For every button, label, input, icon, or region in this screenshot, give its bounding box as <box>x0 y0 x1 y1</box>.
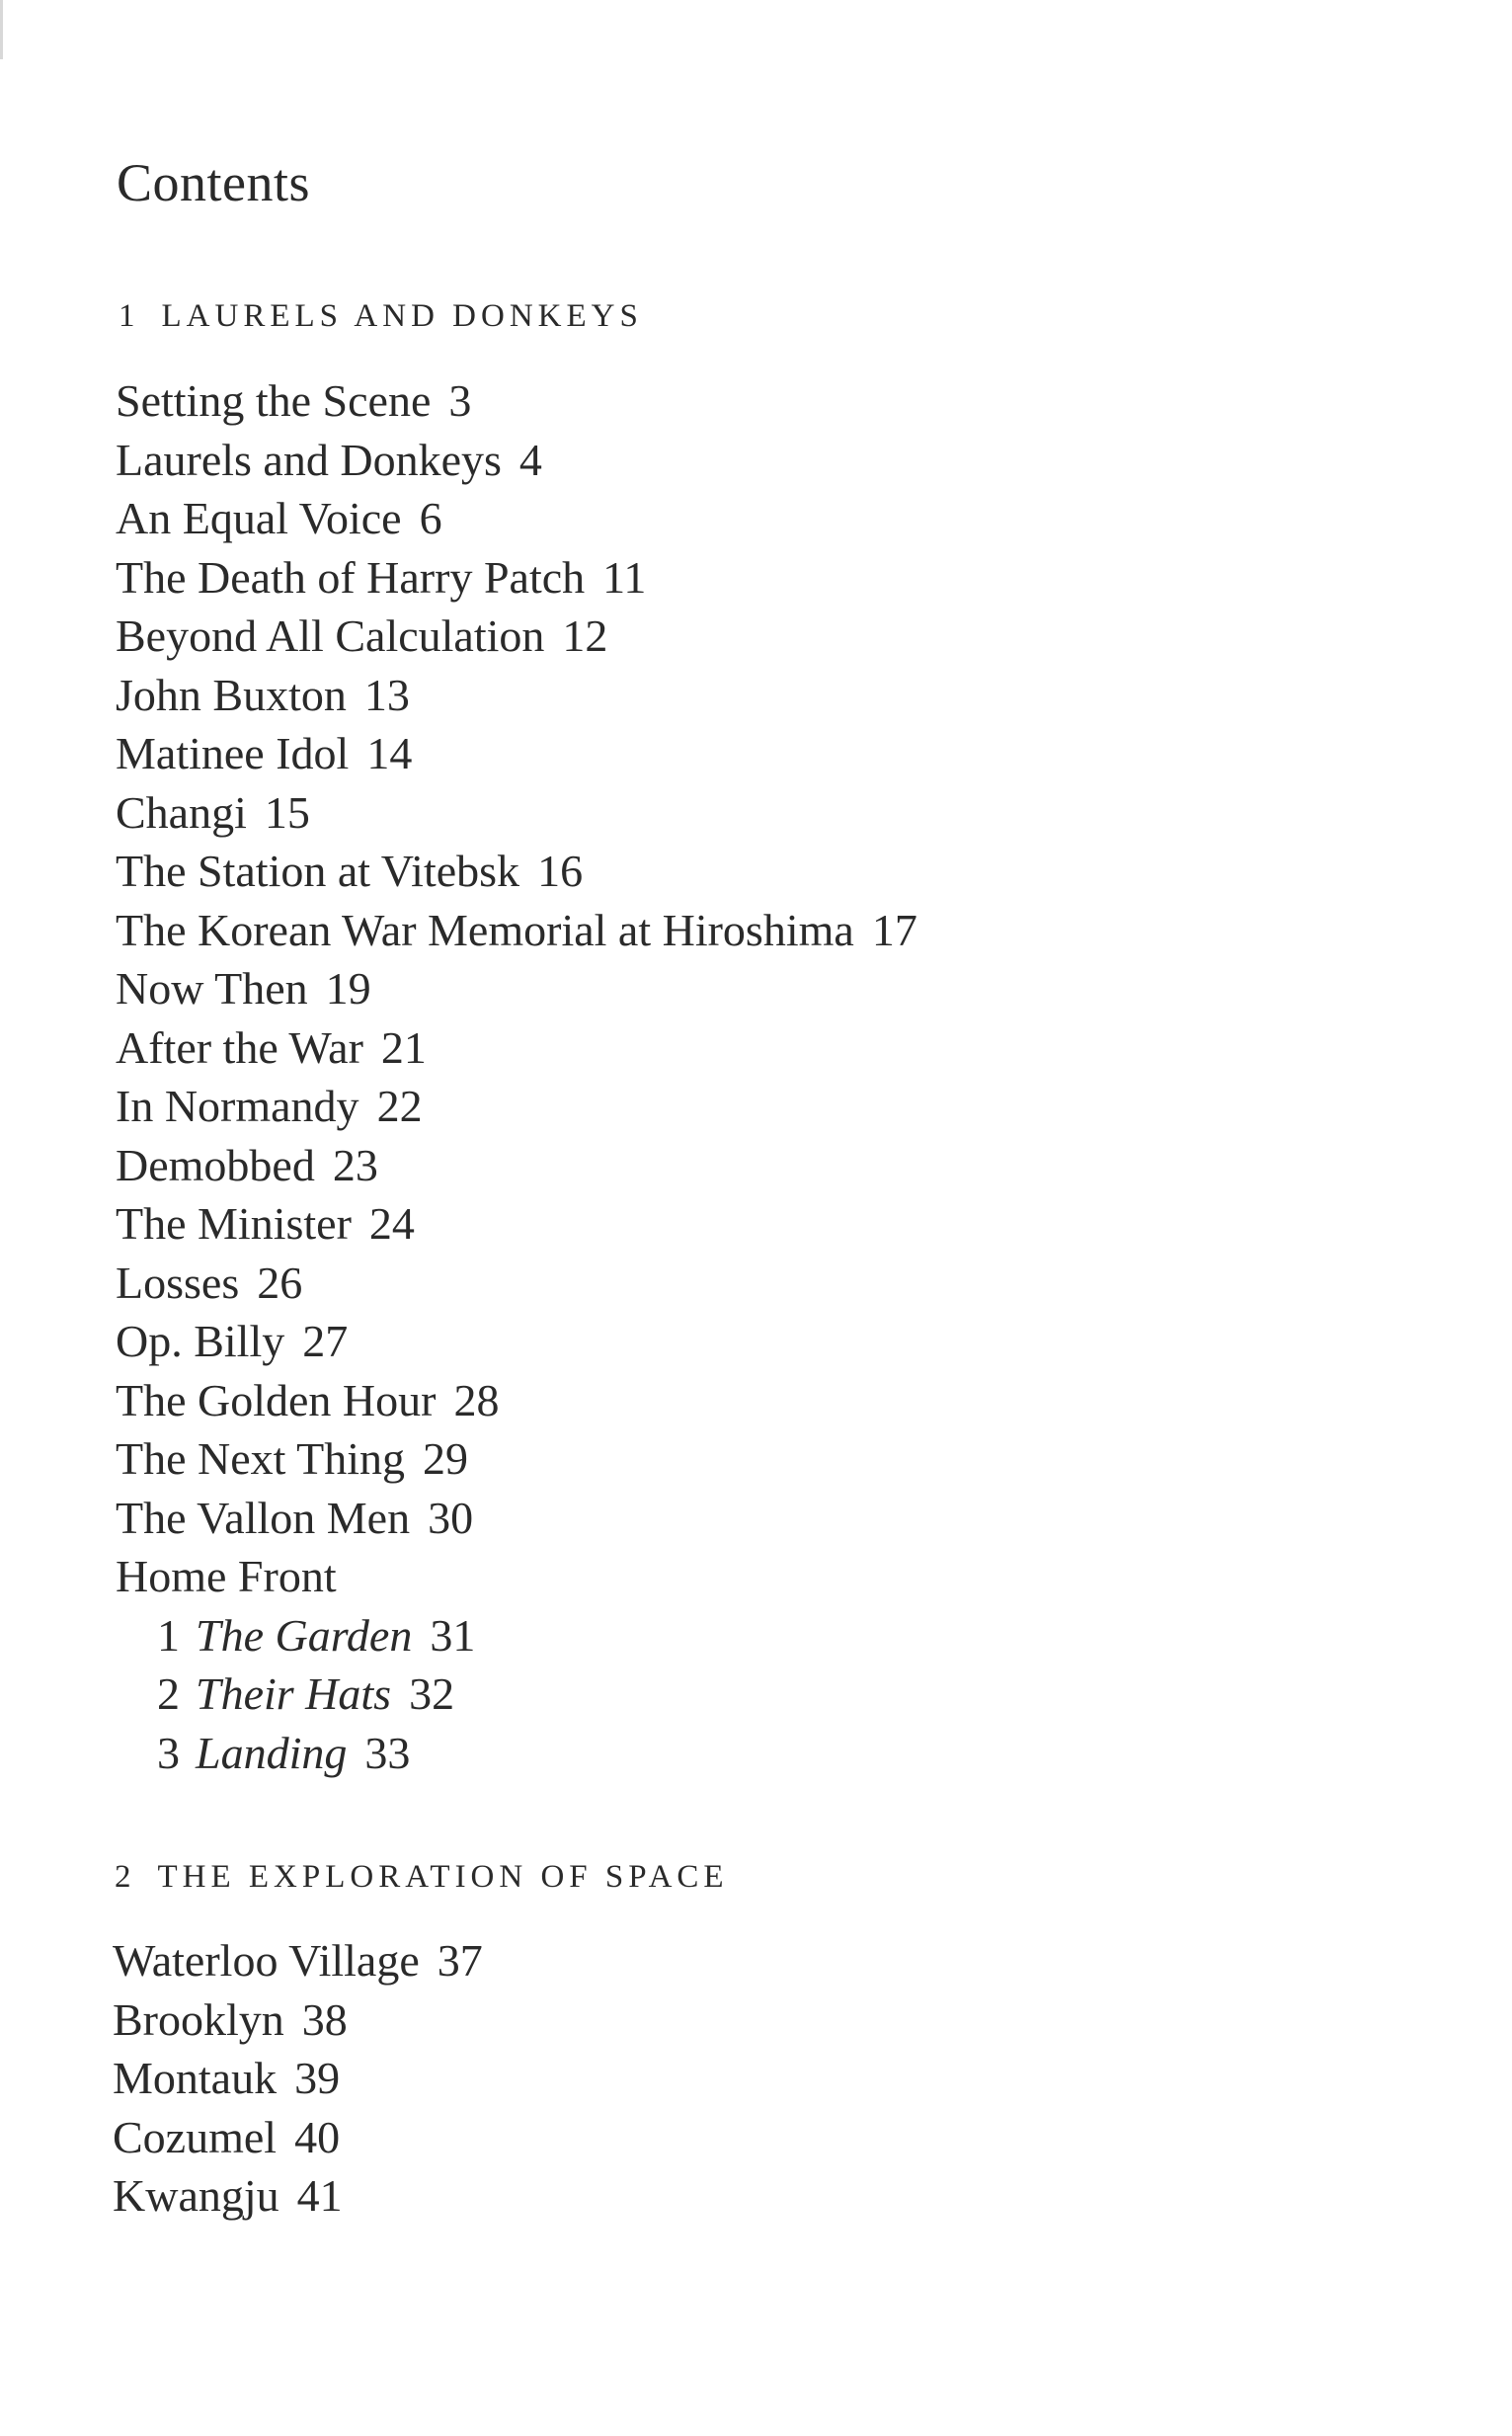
entry-page-number: 38 <box>301 1993 348 2045</box>
section-heading-1 <box>119 300 643 333</box>
toc-entry[interactable] <box>116 1018 917 1078</box>
toc-entry[interactable] <box>116 371 917 431</box>
entry-page-number: 4 <box>518 434 542 485</box>
entry-page-number: 12 <box>562 610 608 661</box>
subentry-number: 3 <box>157 1727 180 1778</box>
toc-entry[interactable] <box>113 2166 483 2226</box>
subentry-number: 1 <box>157 1609 180 1661</box>
page-title: Contents <box>117 153 311 212</box>
entry-title: Cozumel <box>113 2111 278 2162</box>
entry-title: Brooklyn <box>113 1993 284 2045</box>
section-title: LAURELS AND DONKEYS <box>161 298 643 334</box>
section-1-entry-list <box>116 371 917 1782</box>
toc-subentry[interactable] <box>116 1606 917 1665</box>
toc-subentry[interactable] <box>116 1665 917 1724</box>
toc-entry[interactable] <box>116 489 917 548</box>
toc-entry[interactable] <box>116 842 917 901</box>
toc-entry[interactable] <box>116 1136 917 1195</box>
entry-page-number: 15 <box>264 786 310 838</box>
entry-page-number: 31 <box>430 1609 476 1661</box>
entry-page-number: 22 <box>376 1081 423 1131</box>
entry-title: The Next Thing <box>116 1433 405 1484</box>
entry-page-number: 16 <box>537 846 584 896</box>
entry-title: Beyond All Calculation <box>116 610 545 661</box>
section-number: 1 <box>119 298 140 334</box>
toc-subentry[interactable] <box>116 1724 917 1783</box>
entry-page-number: 41 <box>296 2170 343 2221</box>
entry-title: The Death of Harry Patch <box>116 551 586 603</box>
entry-page-number: 19 <box>325 963 371 1014</box>
entry-title: An Equal Voice <box>116 493 402 543</box>
entry-title: Laurels and Donkeys <box>116 434 502 485</box>
entry-title: After the War <box>116 1021 363 1073</box>
entry-title: In Normandy <box>116 1081 359 1131</box>
entry-page-number: 33 <box>364 1727 411 1778</box>
entry-page-number: 24 <box>368 1198 415 1249</box>
entry-title: Op. Billy <box>116 1316 285 1366</box>
entry-title: Demobbed <box>116 1139 315 1190</box>
toc-entry[interactable] <box>116 1371 917 1430</box>
subentry-title: Landing <box>196 1727 348 1778</box>
entry-page-number: 29 <box>422 1433 468 1484</box>
toc-entry[interactable] <box>116 548 917 608</box>
entry-title: The Golden Hour <box>116 1374 437 1425</box>
entry-title: John Buxton <box>116 669 347 720</box>
toc-entry[interactable] <box>116 1194 917 1254</box>
entry-title: Matinee Idol <box>116 728 350 778</box>
section-number: 2 <box>115 1859 136 1895</box>
toc-entry[interactable] <box>116 1312 917 1371</box>
toc-entry[interactable] <box>113 1931 483 1990</box>
entry-page-number: 11 <box>602 551 647 603</box>
entry-page-number: 6 <box>419 493 442 543</box>
entry-title: The Minister <box>116 1198 352 1249</box>
toc-entry[interactable] <box>116 959 917 1018</box>
entry-page-number: 3 <box>448 375 472 426</box>
toc-entry[interactable] <box>116 783 917 843</box>
toc-entry[interactable] <box>116 607 917 666</box>
toc-entry[interactable] <box>116 1489 917 1548</box>
entry-title: Losses <box>116 1257 240 1308</box>
toc-entry-group <box>116 1547 917 1606</box>
entry-title: Kwangju <box>113 2170 279 2221</box>
entry-page-number: 32 <box>409 1668 455 1719</box>
entry-page-number: 39 <box>294 2053 341 2103</box>
toc-entry[interactable] <box>116 1254 917 1313</box>
entry-title: Home Front <box>116 1551 337 1601</box>
entry-title: Setting the Scene <box>116 375 432 426</box>
subentry-title: The Garden <box>196 1609 413 1661</box>
entry-title: Changi <box>116 786 247 838</box>
section-title: THE EXPLORATION OF SPACE <box>157 1859 729 1895</box>
toc-entry[interactable] <box>116 901 917 960</box>
entry-page-number: 27 <box>302 1316 349 1366</box>
subentry-title: Their Hats <box>196 1668 392 1719</box>
toc-entry[interactable] <box>116 1429 917 1489</box>
entry-title: Now Then <box>116 963 308 1014</box>
entry-page-number: 17 <box>871 904 917 955</box>
entry-page-number: 30 <box>428 1492 474 1543</box>
entry-title: The Vallon Men <box>116 1492 411 1543</box>
toc-entry[interactable] <box>113 2049 483 2108</box>
entry-title: The Korean War Memorial at Hiroshima <box>116 904 854 955</box>
section-heading-2 <box>115 1861 729 1894</box>
toc-entry[interactable] <box>116 1077 917 1136</box>
entry-page-number: 28 <box>453 1374 500 1425</box>
section-2-entry-list <box>113 1931 483 2226</box>
toc-entry[interactable] <box>113 1990 483 2050</box>
entry-page-number: 21 <box>380 1021 427 1073</box>
entry-page-number: 26 <box>257 1257 303 1308</box>
toc-entry[interactable] <box>113 2108 483 2167</box>
entry-title: Waterloo Village <box>113 1935 420 1986</box>
entry-title: The Station at Vitebsk <box>116 846 520 896</box>
entry-page-number: 14 <box>366 728 413 778</box>
subentry-number: 2 <box>157 1668 180 1719</box>
entry-title: Montauk <box>113 2053 278 2103</box>
toc-entry[interactable] <box>116 666 917 725</box>
entry-page-number: 23 <box>332 1139 378 1190</box>
toc-entry[interactable] <box>116 431 917 490</box>
entry-page-number: 13 <box>363 669 410 720</box>
toc-entry[interactable] <box>116 724 917 783</box>
entry-page-number: 37 <box>437 1935 483 1986</box>
page-edge-shadow <box>0 0 3 59</box>
entry-page-number: 40 <box>294 2111 341 2162</box>
